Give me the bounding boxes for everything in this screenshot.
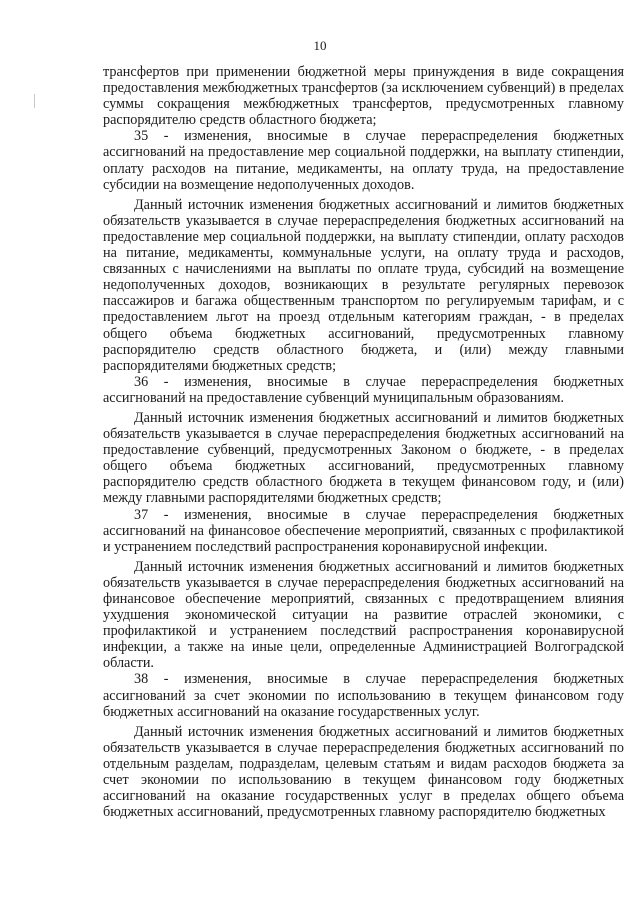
paragraph-item-36-description: Данный источник изменения бюджетных ассигнований и лимитов бюджетных обязательств указывается в случае перераспределения бюджетных ассигнований на предоставление субвенций, предусмотренных Законом о бюджете, - в пределах общего объема бюджетных ассигнований, предусмотренных главному распорядителю средств областного бюджета в текущем финансовом году, и (или) между главными распорядителями бюджетных средств;	[103, 409, 624, 507]
paragraph-item-35: 35 - изменения, вносимые в случае перераспределения бюджетных ассигнований на предоставление мер социальной поддержки, на выплату стипендии, оплату расходов на питание, медикаменты, на оплату труда, на предоставление субсидии на возмещение недополученных доходов.	[103, 128, 624, 193]
page-number: 10	[313, 38, 327, 53]
paragraph-item-38-description: Данный источник изменения бюджетных ассигнований и лимитов бюджетных обязательств указывается в случае перераспределения бюджетных ассигнований по отдельным разделам, подразделам, целевым статьям и видам расходов бюджета за счет экономии по использованию в текущем финансовом году бюджетных ассигнований на оказание государственных услуг в пределах общего объема бюджетных ассигнований, предусмотренных главному распорядителю бюджетных	[103, 723, 624, 821]
paragraph-item-36: 36 - изменения, вносимые в случае перераспределения бюджетных ассигнований на предоставление субвенций муниципальным образованиям.	[103, 373, 624, 406]
paragraph-item-38: 38 - изменения, вносимые в случае перераспределения бюджетных ассигнований за счет экономии по использованию в текущем финансовом году бюджетных ассигнований на оказание государственных услуг.	[103, 671, 624, 720]
document-body	[103, 64, 624, 820]
paragraph-item-35-description: Данный источник изменения бюджетных ассигнований и лимитов бюджетных обязательств указывается в случае перераспределения бюджетных ассигнований на предоставление мер социальной поддержки, на выплату стипендии, оплату расходов на питание, медикаменты, коммунальные услуги, на оплату труда и расходов, связанных с начислениями на выплаты по оплате труда, субсидий на возмещение недополученных доходов, возникающих в результате регулярных перевозок пассажиров и багажа общественным транспортом по регулируемым тарифам, и с предоставлением льгот на проезд отдельным категориям граждан, - в пределах общего объема бюджетных ассигнований, предусмотренных главному распорядителю средств областного бюджета, и (или) между главными распорядителями бюджетных средств;	[103, 196, 624, 374]
paragraph-item-37-description: Данный источник изменения бюджетных ассигнований и лимитов бюджетных обязательств указывается в случае перераспределения бюджетных ассигнований на финансовое обеспечение мероприятий, связанных с предотвращением влияния ухудшения экономической ситуации на развитие отраслей экономики, с профилактикой и устранением последствий распространения коронавирусной инфекции, а также на иные цели, определенные Администрацией Волгоградской области.	[103, 558, 624, 672]
paragraph-item-37: 37 - изменения, вносимые в случае перераспределения бюджетных ассигнований на финансовое обеспечение мероприятий, связанных с профилактикой и устранением последствий распространения коронавирусной инфекции.	[103, 506, 624, 555]
paragraph-continuation: трансфертов при применении бюджетной меры принуждения в виде сокращения предоставления межбюджетных трансфертов (за исключением субвенций) в пределах суммы сокращения межбюджетных трансфертов, предусмотренных главному распорядителю средств областного бюджета;	[103, 64, 624, 129]
margin-mark	[34, 94, 35, 108]
